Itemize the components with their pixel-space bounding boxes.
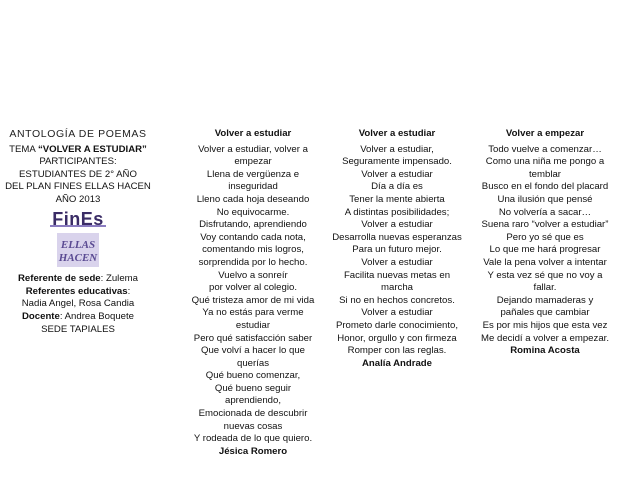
poem-line: Prometo darle conocimiento, <box>335 319 459 331</box>
poem-line: Si no en hechos concretos. <box>339 294 455 306</box>
poem-line: por volver al colegio. <box>209 282 297 294</box>
poem-line: marcha <box>381 282 413 294</box>
poem-line: Vuelvo a sonreír <box>218 269 288 281</box>
poem-line: Es por mis hijos que esta vez <box>482 319 608 331</box>
poem-line: No volvería a sacar… <box>498 206 592 218</box>
poem-line: Disfrutando, aprendiendo <box>199 219 307 231</box>
poem-line: Volver a estudiar <box>361 219 433 231</box>
cover-column <box>0 128 156 336</box>
poem-line: Dejando mamaderas y <box>496 294 594 306</box>
poem-line: No equivocarme. <box>216 206 290 218</box>
poem-body <box>190 144 316 446</box>
poem-line: Desarrolla nuevas esperanzas <box>332 231 462 243</box>
poem-line: Lo que me hará progresar <box>489 244 601 256</box>
svg-text:ELLAS: ELLAS <box>60 239 96 252</box>
poem-line: Qué bueno seguir <box>214 382 292 394</box>
poem-line: inseguridad <box>228 181 278 193</box>
poem-line: Facilita nuevas metas en <box>343 269 451 281</box>
poem-line: nuevas cosas <box>223 420 283 432</box>
poem-line: Vale la pena volver a intentar <box>483 256 607 268</box>
poem-line: Llena de vergüenza e <box>206 168 300 180</box>
poem-author: Jésica Romero <box>218 445 288 457</box>
poem-line: Volver a estudiar <box>361 307 433 319</box>
poem-author: Romina Acosta <box>510 345 580 357</box>
poem-line: Volver a estudiar, <box>360 143 434 155</box>
poem-line: Lleno cada hoja deseando <box>196 193 310 205</box>
poem-title: Volver a estudiar <box>358 128 436 139</box>
poem-line: Suena raro “volver a estudiar” <box>481 219 609 231</box>
poem-line: Como una niña me pongo a <box>485 156 605 168</box>
poem-column-3 <box>468 128 622 358</box>
poem-line: Honor, orgullo y con firmeza <box>337 332 457 344</box>
poem-line: Busco en el fondo del placard <box>481 181 609 193</box>
poem-line: Ya no estás para verme <box>202 307 304 319</box>
year-label: AÑO 2013 <box>55 193 101 205</box>
referentes-line: Referentes educativas: <box>25 285 131 297</box>
poem-line: Voy contando cada nota, <box>200 231 306 243</box>
poem-line: aprendiendo, <box>224 395 281 407</box>
poem-line: Que volví a hacer lo que <box>201 345 305 357</box>
poem-line: pañales que cambiar <box>500 307 590 319</box>
referente-line: Referente de sede: Zulema <box>18 273 138 285</box>
poem-line: comentando mis logros, <box>202 244 304 256</box>
students-line-1: ESTUDIANTES DE 2° AÑO <box>19 168 137 180</box>
poem-body <box>330 144 464 358</box>
poem-line: A distintas posibilidades; <box>344 206 450 218</box>
students-line-2: DEL PLAN FINES ELLAS HACEN <box>5 181 151 193</box>
svg-text:HACEN: HACEN <box>58 252 98 265</box>
theme-value: “VOLVER A ESTUDIAR” <box>37 143 147 155</box>
poem-line: Y rodeada de lo que quiero. <box>193 433 313 445</box>
poem-line: Emocionada de descubrir <box>198 408 308 420</box>
poem-line: Romper con las reglas. <box>347 345 447 357</box>
poem-column-2 <box>330 128 464 370</box>
ellas-hacen-logo <box>57 233 99 267</box>
sede-line: SEDE TAPIALES <box>41 323 115 335</box>
poem-author: Analía Andrade <box>361 357 432 369</box>
poem-column-1 <box>190 128 316 458</box>
poem-line: temblar <box>529 168 561 180</box>
participants-label: PARTICIPANTES: <box>39 156 117 168</box>
docente-line: Docente: Andrea Boquete <box>21 310 134 322</box>
referentes-names: Nadia Angel, Rosa Candia <box>21 298 135 310</box>
poem-line: Día a día es <box>371 181 423 193</box>
poem-line: Pero yo sé que es <box>506 231 584 243</box>
poem-line: Volver a estudiar <box>361 168 433 180</box>
poem-line: Seguramente impensado. <box>342 156 452 168</box>
poem-line: empezar <box>234 156 272 168</box>
poem-line: sorprendida por lo hecho. <box>198 256 308 268</box>
poem-line: Todo vuelve a comenzar… <box>488 143 602 155</box>
poem-line: Una ilusión que pensé <box>497 193 593 205</box>
poem-line: Tener la mente abierta <box>349 193 445 205</box>
poem-line: Volver a estudiar, volver a <box>198 143 308 155</box>
poem-body <box>468 144 622 346</box>
fines-logo: FinEs <box>52 208 104 229</box>
poem-line: Pero qué satisfacción saber <box>193 332 313 344</box>
poem-line: Para un futuro mejor. <box>352 244 442 256</box>
poem-line: fallar. <box>533 282 557 294</box>
credits <box>0 273 156 336</box>
theme-line <box>0 144 156 157</box>
poem-line: Y esta vez sé que no voy a <box>487 269 603 281</box>
poem-title: Volver a estudiar <box>214 128 292 139</box>
poem-line: Me decidí a volver a empezar. <box>481 332 609 344</box>
poem-title: Volver a empezar <box>505 128 585 139</box>
poem-line: querías <box>237 357 269 369</box>
poem-line: Qué bueno comenzar, <box>205 370 301 382</box>
anthology-title: ANTOLOGÍA DE POEMAS <box>9 128 147 140</box>
theme-prefix: TEMA <box>9 143 38 155</box>
poem-line: Volver a estudiar <box>361 256 433 268</box>
poem-line: Qué tristeza amor de mi vida <box>191 294 315 306</box>
poem-line: estudiar <box>235 319 271 331</box>
